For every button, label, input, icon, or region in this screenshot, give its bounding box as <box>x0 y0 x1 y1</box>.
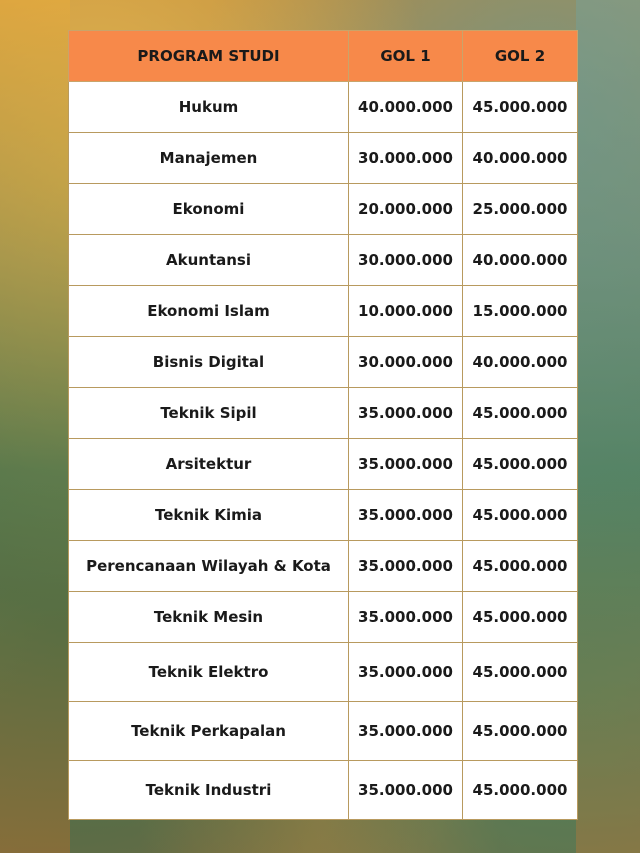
program-name-cell: Manajemen <box>69 133 349 184</box>
gol-1-cell: 35.000.000 <box>349 702 463 761</box>
table-row <box>69 439 578 490</box>
gol-1-cell: 35.000.000 <box>349 490 463 541</box>
gol-1-cell: 35.000.000 <box>349 541 463 592</box>
program-name-cell: Akuntansi <box>69 235 349 286</box>
gol-1-cell: 35.000.000 <box>349 439 463 490</box>
program-name-cell: Bisnis Digital <box>69 337 349 388</box>
table-row <box>69 133 578 184</box>
table-row <box>69 761 578 820</box>
program-name-cell: Perencanaan Wilayah & Kota <box>69 541 349 592</box>
gol-2-cell: 45.000.000 <box>463 388 578 439</box>
table-row <box>69 388 578 439</box>
program-name-cell: Ekonomi Islam <box>69 286 349 337</box>
gol-1-cell: 30.000.000 <box>349 133 463 184</box>
gol-1-cell: 30.000.000 <box>349 235 463 286</box>
gol-2-cell: 40.000.000 <box>463 133 578 184</box>
program-name-cell: Teknik Sipil <box>69 388 349 439</box>
table-row <box>69 337 578 388</box>
gol-2-cell: 45.000.000 <box>463 439 578 490</box>
gol-2-cell: 15.000.000 <box>463 286 578 337</box>
table-row <box>69 702 578 761</box>
program-name-cell: Teknik Elektro <box>69 643 349 702</box>
header-program-studi: PROGRAM STUDI <box>69 31 349 82</box>
table-row <box>69 643 578 702</box>
table-header-row <box>69 31 578 82</box>
gol-2-cell: 45.000.000 <box>463 82 578 133</box>
gol-1-cell: 35.000.000 <box>349 761 463 820</box>
gol-1-cell: 35.000.000 <box>349 592 463 643</box>
gol-2-cell: 45.000.000 <box>463 541 578 592</box>
gol-2-cell: 40.000.000 <box>463 235 578 286</box>
table-row <box>69 286 578 337</box>
background-blur-left <box>0 0 70 853</box>
program-name-cell: Teknik Kimia <box>69 490 349 541</box>
gol-2-cell: 45.000.000 <box>463 702 578 761</box>
program-name-cell: Teknik Industri <box>69 761 349 820</box>
header-gol-2: GOL 2 <box>463 31 578 82</box>
gol-1-cell: 10.000.000 <box>349 286 463 337</box>
gol-2-cell: 45.000.000 <box>463 761 578 820</box>
program-name-cell: Ekonomi <box>69 184 349 235</box>
fee-table <box>68 30 578 820</box>
program-name-cell: Hukum <box>69 82 349 133</box>
gol-1-cell: 30.000.000 <box>349 337 463 388</box>
gol-1-cell: 40.000.000 <box>349 82 463 133</box>
gol-2-cell: 45.000.000 <box>463 490 578 541</box>
gol-2-cell: 25.000.000 <box>463 184 578 235</box>
gol-2-cell: 45.000.000 <box>463 592 578 643</box>
gol-1-cell: 20.000.000 <box>349 184 463 235</box>
table-row <box>69 541 578 592</box>
program-name-cell: Teknik Mesin <box>69 592 349 643</box>
fee-table-container <box>68 30 577 820</box>
background-blur-right <box>576 0 640 853</box>
table-row <box>69 490 578 541</box>
gol-1-cell: 35.000.000 <box>349 388 463 439</box>
table-row <box>69 235 578 286</box>
program-name-cell: Teknik Perkapalan <box>69 702 349 761</box>
gol-2-cell: 45.000.000 <box>463 643 578 702</box>
header-gol-1: GOL 1 <box>349 31 463 82</box>
gol-1-cell: 35.000.000 <box>349 643 463 702</box>
table-row <box>69 82 578 133</box>
gol-2-cell: 40.000.000 <box>463 337 578 388</box>
program-name-cell: Arsitektur <box>69 439 349 490</box>
table-row <box>69 592 578 643</box>
table-row <box>69 184 578 235</box>
